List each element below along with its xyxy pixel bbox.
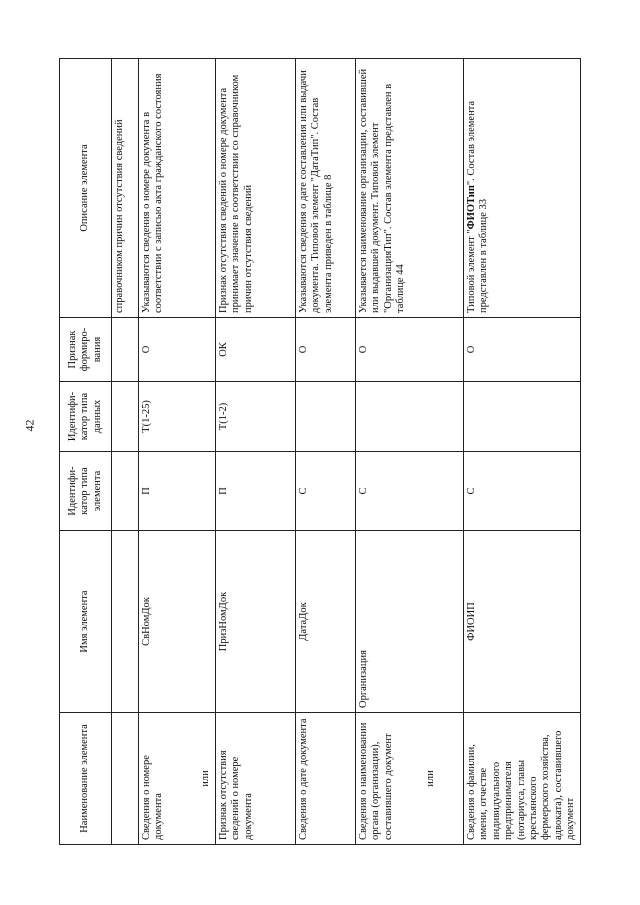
row-type: С xyxy=(296,452,356,531)
page-number: 42 xyxy=(22,419,37,432)
row-name xyxy=(356,713,464,845)
continuation-row xyxy=(112,59,139,845)
row-req: ОК xyxy=(216,318,296,382)
row-req: О xyxy=(296,318,356,382)
or-label: или xyxy=(425,770,437,787)
row-desc: Признак отсутствия сведений о номере документа принимает значение в соответствии со справочником причин отсутствия сведений xyxy=(216,59,296,318)
row-format xyxy=(296,382,356,452)
row-desc-bold: ФИОТип xyxy=(466,185,477,230)
row-format xyxy=(356,382,464,452)
row-type: П xyxy=(139,452,216,531)
header-type-id: Идентифи-катор типа элемента xyxy=(60,452,112,531)
continuation-text: справочником причин отсутствия сведений xyxy=(112,59,139,318)
row-format xyxy=(464,382,581,452)
row-req: О xyxy=(356,318,464,382)
row-desc: Указываются сведения о номере документа в соответствии с записью акта гражданского состояния xyxy=(139,59,216,318)
row-type: С xyxy=(464,452,581,531)
row-name-text: Сведения о наименовании органа (организации), составившего документ xyxy=(358,722,394,840)
row-name-text: Сведения о номере документа xyxy=(141,755,165,840)
row-name: Сведения о дате документа xyxy=(296,713,356,845)
table-row xyxy=(139,59,216,845)
row-desc: Указываются сведения о дате составления или выдачи документа. Типовой элемент "ДатаТип". Состав элемента приведен в таблице 8 xyxy=(296,59,356,318)
header-required: Признак формиро-вания xyxy=(60,318,112,382)
row-name: Признак отсутствия сведений о номере документа xyxy=(216,713,296,845)
row-type: С xyxy=(356,452,464,531)
table-row xyxy=(464,59,581,845)
rotated-document xyxy=(59,59,581,845)
row-name: Сведения о фамилии, имени, отчестве индивидуального предпринимателя (нотариуса, главы крестьянского фермерского хозяйства, адвоката), составившего документ xyxy=(464,713,581,845)
row-short: ДатаДок xyxy=(296,531,356,713)
table-header-row xyxy=(60,59,112,845)
row-name xyxy=(139,713,216,845)
row-format: T(1-25) xyxy=(139,382,216,452)
header-desc: Описание элемента xyxy=(60,59,112,318)
row-desc-prefix: Типовой элемент " xyxy=(466,229,477,313)
header-format-id: Идентифи-катор типа данных xyxy=(60,382,112,452)
header-short: Имя элемента xyxy=(60,531,112,713)
row-type: П xyxy=(216,452,296,531)
elements-table xyxy=(59,58,581,845)
row-desc xyxy=(464,59,581,318)
table-row xyxy=(296,59,356,845)
row-short: ПризНомДок xyxy=(216,531,296,713)
table-row xyxy=(356,59,464,845)
row-short: Организация xyxy=(356,531,464,713)
header-name: Наименование элемента xyxy=(60,713,112,845)
or-label: или xyxy=(199,770,211,787)
row-req: О xyxy=(464,318,581,382)
row-req: О xyxy=(139,318,216,382)
row-format: T(1-2) xyxy=(216,382,296,452)
row-desc-suffix: ". Состав элемента представлен в таблице 33 xyxy=(466,100,490,313)
table-row xyxy=(216,59,296,845)
row-short: ФИОИП xyxy=(464,531,581,713)
row-short: СвНомДок xyxy=(139,531,216,713)
row-desc: Указывается наименование организации, составившей или выдавшей документ. Типовой элемент "ОрганизацияТип". Состав элемента представлен в таблице 44 xyxy=(356,59,464,318)
